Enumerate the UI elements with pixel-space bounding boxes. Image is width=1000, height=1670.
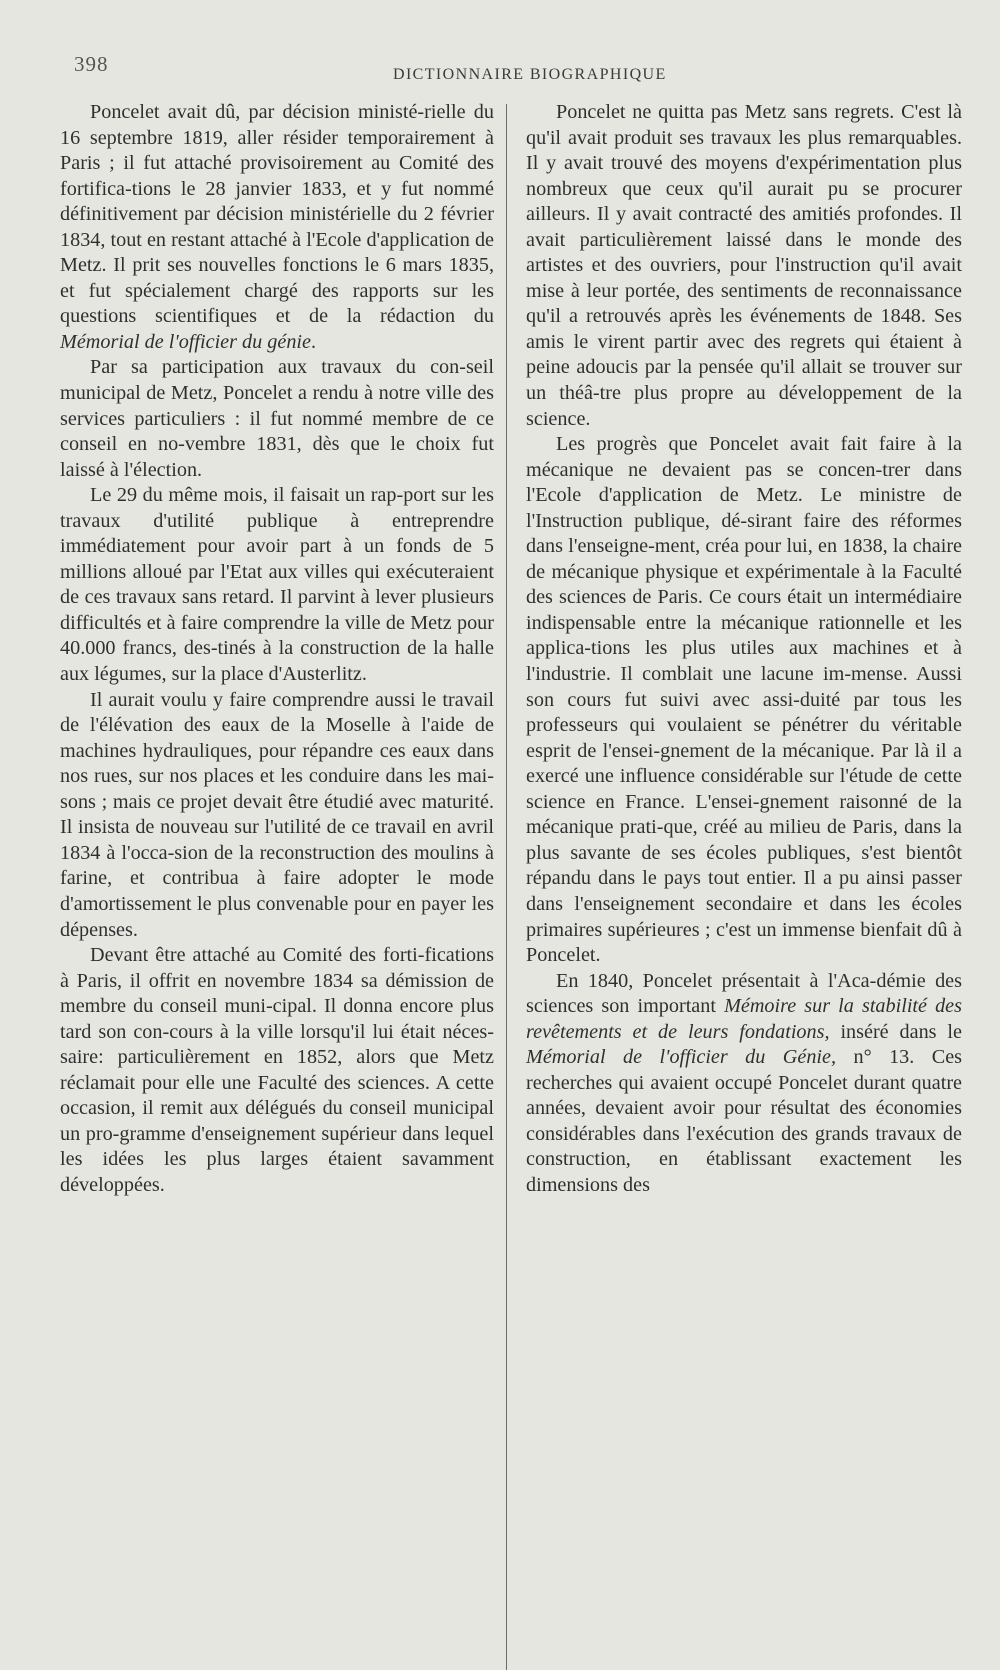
- paragraph: Il aurait voulu y faire comprendre aussi le travail de l'élévation des eaux de la Moselle à l'aide de machines hydrauliques, pour répandre ces eaux dans nos rues, sur nos places et les conduire dans les mai-sons ; mais ce projet devait être étudié avec maturité. Il insista de nouveau sur l'utilité de ce travail en avril 1834 à l'occa-sion de la reconstruction des moulins à farine, et contribua à faire adopter le mode d'amortissement le plus convenable pour en payer les dépenses.: [60, 688, 494, 941]
- paragraph: Par sa participation aux travaux du con-seil municipal de Metz, Poncelet a rendu à notre ville des services particuliers : il fut nommé membre de ce conseil en no-vembre 1831, dès que le choix fut laissé à l'élection.: [60, 356, 494, 481]
- running-head: DICTIONNAIRE BIOGRAPHIQUE: [393, 66, 667, 83]
- paragraph-text: inséré dans le: [840, 1020, 963, 1043]
- paragraph: Devant être attaché au Comité des forti-fications à Paris, il offrit en novembre 1834 sa démission de membre du conseil muni-cipal. Il donna encore plus tard son con-cours à la ville lorsqu'il lui était néces-saire: particulièrement en 1852, alors que Metz réclamait pour elle une Faculté des sciences. A cette occasion, il remit aux délégués du conseil municipal un pro-gramme d'enseignement supérieur dans lequel les idées les plus larges étaient savamment développées.: [60, 944, 494, 1196]
- paragraph: [60, 100, 494, 355]
- paragraph: Les progrès que Poncelet avait fait faire à la mécanique ne devaient pas se concen-trer dans l'Ecole d'application de Metz. Le ministre de l'Instruction publique, dé-sirant faire des réformes dans l'enseigne-ment, créa pour lui, en 1838, la chaire de mécanique physique et expérimentale à la Faculté des sciences de Paris. Ce cours était un intermédiaire indispensable entre la mécanique rationnelle et les applica-tions les plus utiles aux machines et à l'industrie. Il comblait une lacune im-mense. Aussi son cours fut suivi avec assi-duité par tous les professeurs qui voulaient se pénétrer du véritable esprit de l'ensei-gnement de la mécanique. Par là il a exercé une influence considérable sur l'étude de cette science en France. L'ensei-gnement raisonné de la mécanique prati-que, créé au milieu de Paris, dans la plus savante de ses écoles publiques, s'est bientôt répandu dans le pays tout entier. Il a pu ainsi passer dans l'enseignement secondaire et dans les écoles primaires supérieures ; c'est un immense bienfait dû à Poncelet.: [526, 433, 962, 967]
- paragraph-text: En 1840, Poncelet présentait à l'Aca-démie des sciences son important: [526, 969, 962, 1018]
- paragraph: Poncelet ne quitta pas Metz sans regrets. C'est là qu'il avait produit ses travaux les plus remarquables. Il y avait trouvé des moyens d'expérimentation plus nombreux que ceux qu'il aurait pu se procurer ailleurs. Il y avait contracté des amitiés profondes. Il avait particulièrement laissé dans le monde des artistes et des ouvriers, pour l'instruction qu'il avait mise à leur portée, des sentiments de reconnaissance qu'il a retrouvés après les événements de 1848. Ses amis le virent partir avec des regrets qui étaient à peine adoucis par la pensée qu'il allait se trouver sur un théâ-tre plus propre au développement de la science.: [526, 101, 962, 430]
- paragraph-text: .: [311, 330, 317, 353]
- paragraph-text: Poncelet avait dû, par décision ministé-rielle du 16 septembre 1819, aller résider temporairement à Paris ; il fut attaché provisoirement au Comité des fortifica-tions le 28 janvier 1833, et y fut nommé définitivement par décision ministérielle du 2 février 1834, tout en restant attaché à l'Ecole d'application de Metz. Il prit ses nouvelles fonctions le 6 mars 1835, et fut spécialement chargé des rapports sur les questions scientifiques et de la rédaction du: [60, 101, 494, 328]
- right-column: [526, 100, 962, 1199]
- italic-title: Mémorial de l'officier du Génie,: [526, 1046, 837, 1069]
- paragraph: [526, 969, 962, 1199]
- left-column: [60, 100, 494, 1199]
- italic-title: Mémoire sur la stabilité des revêtements et de leurs fondations,: [526, 995, 963, 1043]
- page-number: 398: [74, 52, 109, 76]
- paragraph: Le 29 du même mois, il faisait un rap-port sur les travaux d'utilité publique à entreprendre immédiatement pour avoir part à un fonds de 5 millions alloué par l'Etat aux villes qui exécuteraient de ces travaux sans retard. Il parvint à lever plusieurs difficultés et à faire comprendre la ville de Metz pour 40.000 francs, des-tinés à la construction de la halle aux légumes, sur la place d'Austerlitz.: [60, 484, 494, 686]
- paragraph-text: n° 13. Ces recherches qui avaient occupé Poncelet durant quatre années, devaient avoir pour résultat des économies considérables dans l'exécution des grands travaux de construction, en établissant exactement les dimensions des: [526, 1046, 963, 1196]
- column-divider: [506, 104, 507, 1670]
- italic-title: Mémorial de l'officier du génie: [60, 330, 311, 353]
